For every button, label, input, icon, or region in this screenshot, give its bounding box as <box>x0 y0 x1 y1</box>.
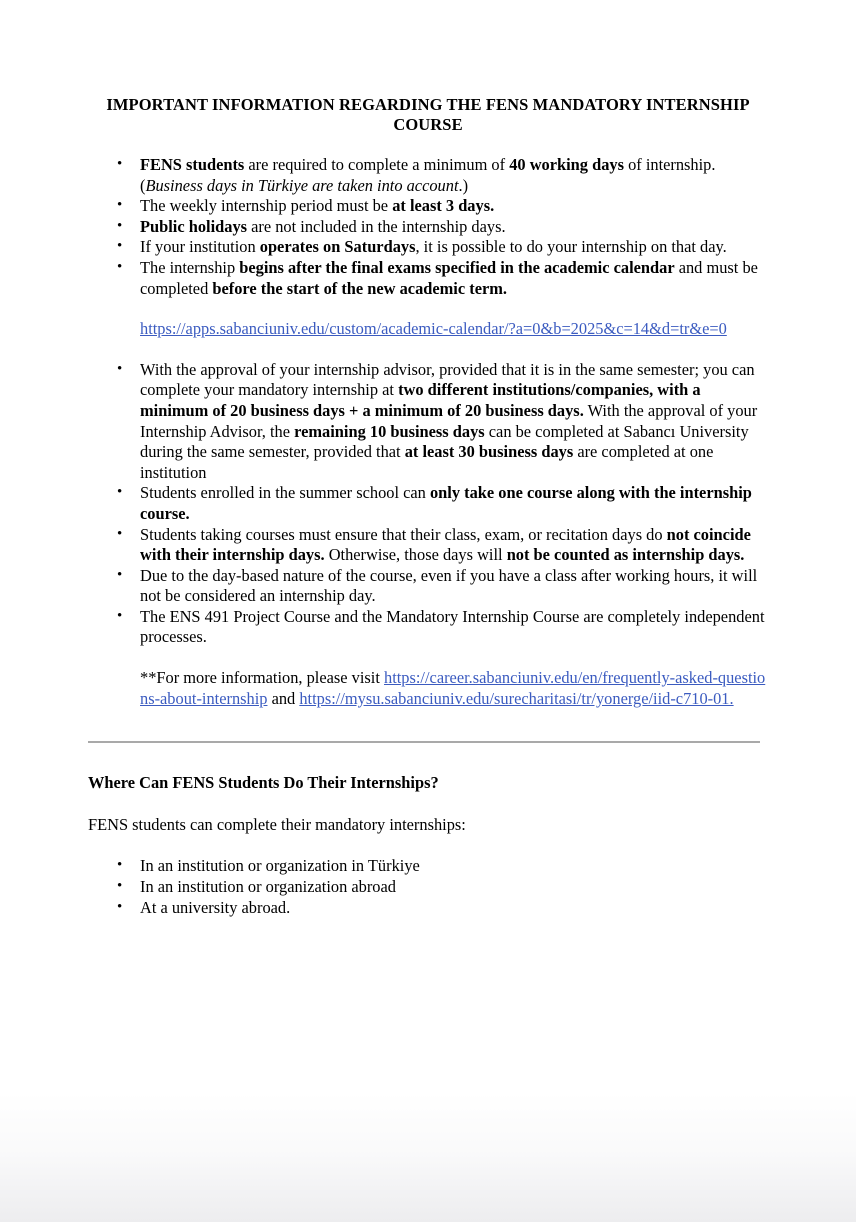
list-item-ens491 <box>88 607 768 648</box>
list-item-no-coincide <box>88 525 768 566</box>
more-information-paragraph <box>88 668 768 709</box>
text-run: are completed at one institution <box>140 442 714 482</box>
text-run: remaining 10 business days <box>294 421 485 441</box>
text-run: at least 3 days. <box>392 196 495 216</box>
text-run: Due to the day-based nature of the course, even if you have a class after working hours, it will not be considered an internship day. <box>140 565 758 606</box>
text-run: can be completed at Sabancı University during the same semester, provided that <box>140 421 749 462</box>
list-item-abroad-university <box>88 898 768 919</box>
page-bottom-shading <box>0 1092 856 1222</box>
text-run: At a university abroad. <box>140 897 291 917</box>
academic-calendar-link[interactable]: https://apps.sabanciuniv.edu/custom/academic-calendar/?a=0&b=2025&c=14&d=tr&e=0 <box>140 319 727 339</box>
academic-calendar-link-paragraph <box>88 319 768 340</box>
page-title: IMPORTANT INFORMATION REGARDING THE FENS MANDATORY INTERNSHIP COURSE <box>106 95 750 134</box>
text-run: , it is possible to do your internship on that day. <box>415 237 727 257</box>
text-run: two different institutions/companies, with a minimum of 20 business days + a minimum of 20 business days. <box>140 380 701 420</box>
text-run: In an institution or organization in Türkiye <box>140 856 420 876</box>
text-run: With the approval of your internship advisor, provided that it is in the same semester; you can complete your mandatory internship at <box>140 359 755 400</box>
internship-conditions-list <box>88 360 768 648</box>
more-info-conjunction: and <box>267 688 300 708</box>
text-run: Students taking courses must ensure that their class, exam, or recitation days do <box>140 524 667 544</box>
internship-rules-list <box>88 155 768 299</box>
list-item-summer-school <box>88 483 768 524</box>
text-run: are required to complete a minimum of <box>244 155 510 174</box>
list-item-abroad-org <box>88 877 768 898</box>
text-run: and must be completed <box>140 257 758 298</box>
text-run: operates on Saturdays <box>259 237 416 257</box>
text-run: FENS students <box>140 155 245 174</box>
text-run: are not included in the internship days. <box>247 216 506 236</box>
list-item-two-institutions <box>88 360 768 484</box>
text-run: With the approval of your Internship Advisor, the <box>140 400 758 441</box>
text-run: Students enrolled in the summer school can <box>140 483 430 503</box>
list-item-weekly-period <box>88 196 768 217</box>
text-run: If your institution <box>140 237 260 257</box>
text-run: not be counted as internship days. <box>506 545 745 565</box>
spacer <box>88 340 768 360</box>
list-item-working-days <box>88 155 768 196</box>
text-run: 40 working days <box>509 155 624 174</box>
text-run: The internship <box>140 257 240 277</box>
document-content <box>88 0 768 918</box>
text-run: not coincide with their internship days. <box>140 524 751 565</box>
list-item-start-end-dates <box>88 258 768 299</box>
text-run: In an institution or organization abroad <box>140 877 396 897</box>
text-run: before the start of the new academic term. <box>212 278 507 298</box>
text-run: Otherwise, those days will <box>324 545 507 565</box>
list-item-in-turkiye <box>88 856 768 877</box>
text-run: .) <box>458 175 469 195</box>
text-run: Business days in Türkiye are taken into account <box>145 175 459 195</box>
internship-locations-list <box>88 856 768 918</box>
more-info-prefix: **For more information, please visit <box>140 668 384 688</box>
list-item-public-holidays <box>88 217 768 238</box>
text-run: The weekly internship period must be <box>140 196 393 216</box>
text-run: The ENS 491 Project Course and the Mandatory Internship Course are completely independent processes. <box>140 606 765 647</box>
text-run: begins after the final exams specified in the academic calendar <box>239 257 675 277</box>
text-run: only take one course along with the internship course. <box>140 483 752 523</box>
text-run: at least 30 business days <box>404 442 574 462</box>
mysu-directive-link[interactable]: https://mysu.sabanciuniv.edu/surecharitasi/tr/yonerge/iid-c710-01. <box>299 688 734 708</box>
section-intro-text: FENS students can complete their mandatory internships: <box>88 814 466 834</box>
section-heading: Where Can FENS Students Do Their Internships? <box>88 773 439 793</box>
text-run: Public holidays <box>140 216 248 236</box>
list-item-saturdays <box>88 237 768 258</box>
list-item-day-based <box>88 566 768 607</box>
career-faq-link[interactable]: https://career.sabanciuniv.edu/en/frequently-asked-questions-about-internship <box>140 668 766 708</box>
text-run: of internship. ( <box>140 155 716 195</box>
